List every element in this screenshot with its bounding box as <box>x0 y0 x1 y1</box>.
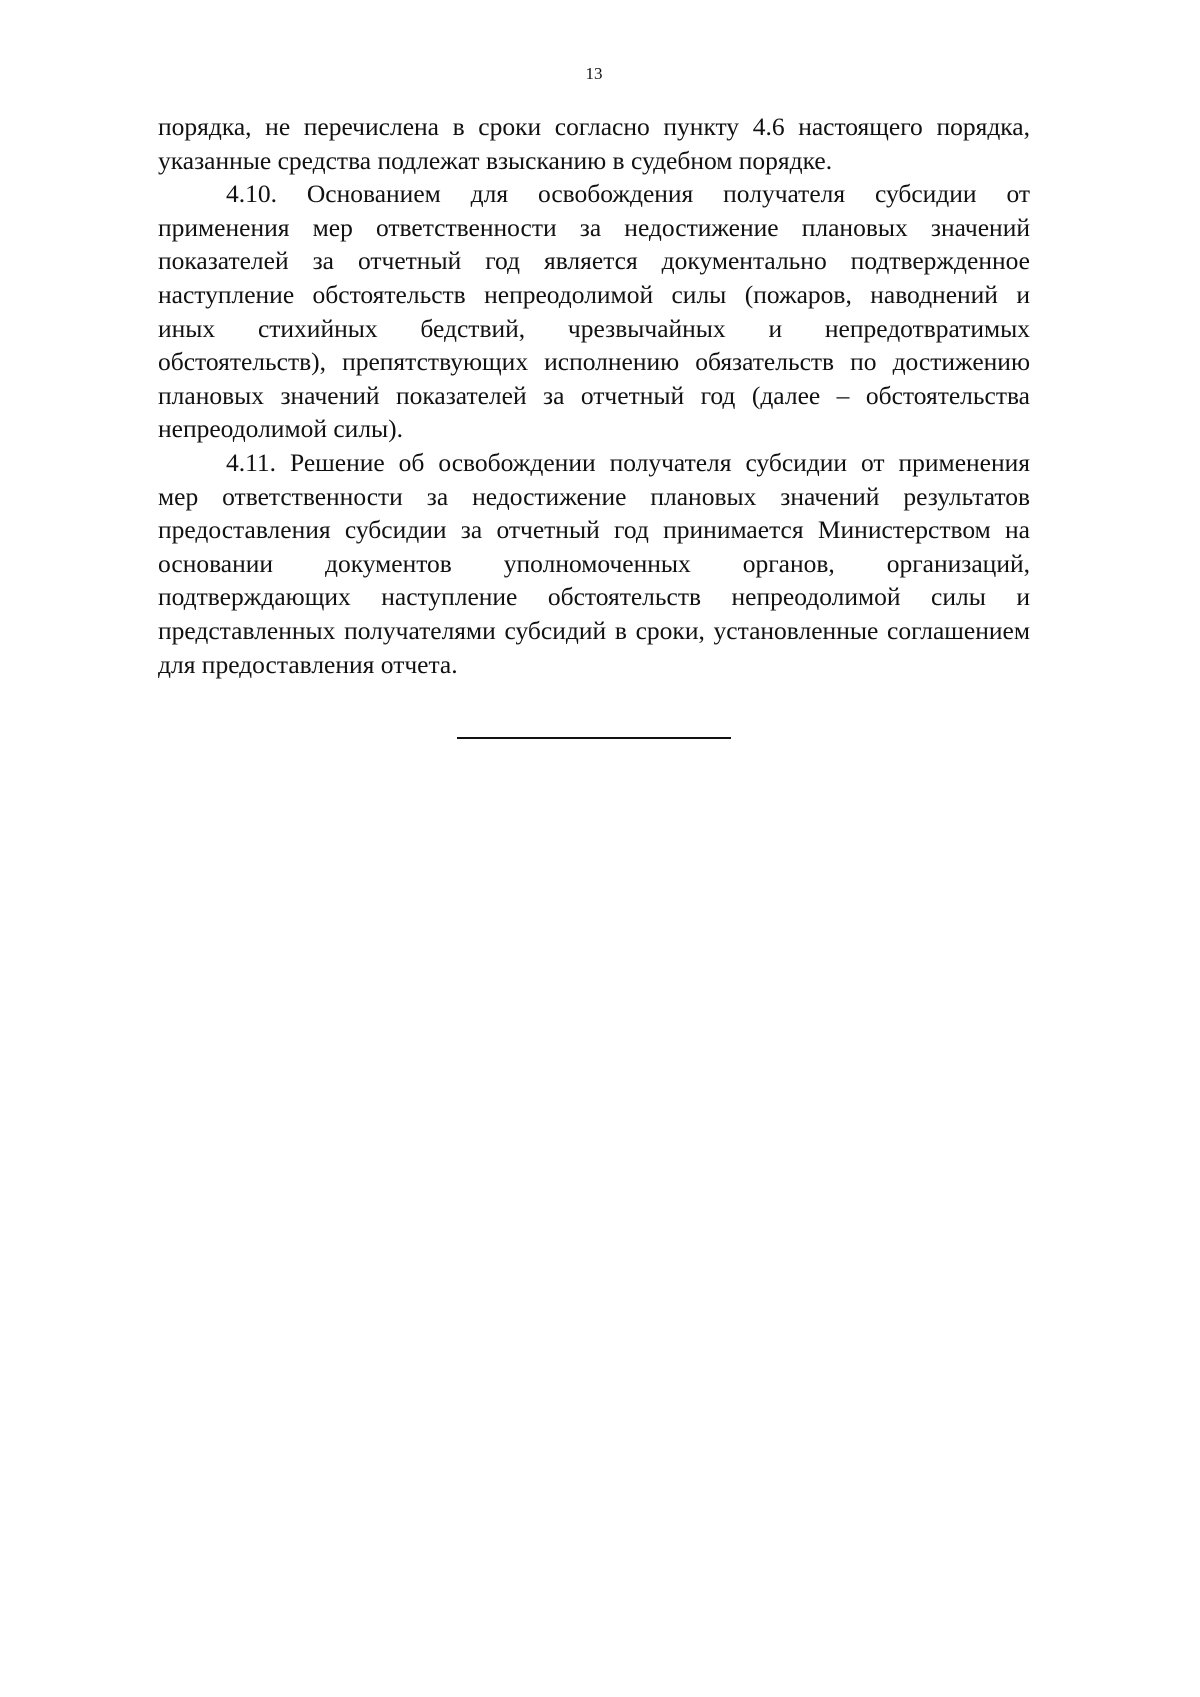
text-line: для предоставления отчета. <box>158 649 458 679</box>
text-line: основании документов уполномоченных органов, организаций, <box>158 548 1030 578</box>
text-line: иных стихийных бедствий, чрезвычайных и непредотвратимых <box>158 313 1030 343</box>
text-line: порядка, не перечислена в сроки согласно пункту 4.6 настоящего порядка, <box>158 112 1030 141</box>
text-line: мер ответственности за недостижение плановых значений результатов <box>158 481 1030 511</box>
text-line: 4.10. Основанием для освобождения получателя субсидии от <box>226 179 1030 209</box>
end-separator-line <box>457 737 731 739</box>
text-line: представленных получателями субсидий в сроки, установленные соглашением <box>158 615 1030 645</box>
text-line: подтверждающих наступление обстоятельств непреодолимой силы и <box>158 582 1030 612</box>
paragraph-4-11 <box>158 446 1030 681</box>
text-line: 4.11. Решение об освобождении получателя субсидии от применения <box>226 447 1030 477</box>
text-line: предоставления субсидии за отчетный год принимается Министерством на <box>158 515 1030 545</box>
page-number: 13 <box>585 64 603 83</box>
paragraph-continuation <box>158 110 1030 177</box>
text-line: обстоятельств), препятствующих исполнению обязательств по достижению <box>158 347 1030 377</box>
text-line: плановых значений показателей за отчетный год (далее – обстоятельства <box>158 380 1030 410</box>
text-line: применения мер ответственности за недостижение плановых значений <box>158 212 1030 242</box>
document-body <box>158 110 1030 681</box>
paragraph-4-10 <box>158 177 1030 446</box>
text-line: показателей за отчетный год является документально подтвержденное <box>158 246 1030 276</box>
text-line: наступление обстоятельств непреодолимой силы (пожаров, наводнений и <box>158 279 1030 309</box>
text-line: указанные средства подлежат взысканию в судебном порядке. <box>158 145 833 175</box>
text-line: непреодолимой силы). <box>158 414 404 444</box>
